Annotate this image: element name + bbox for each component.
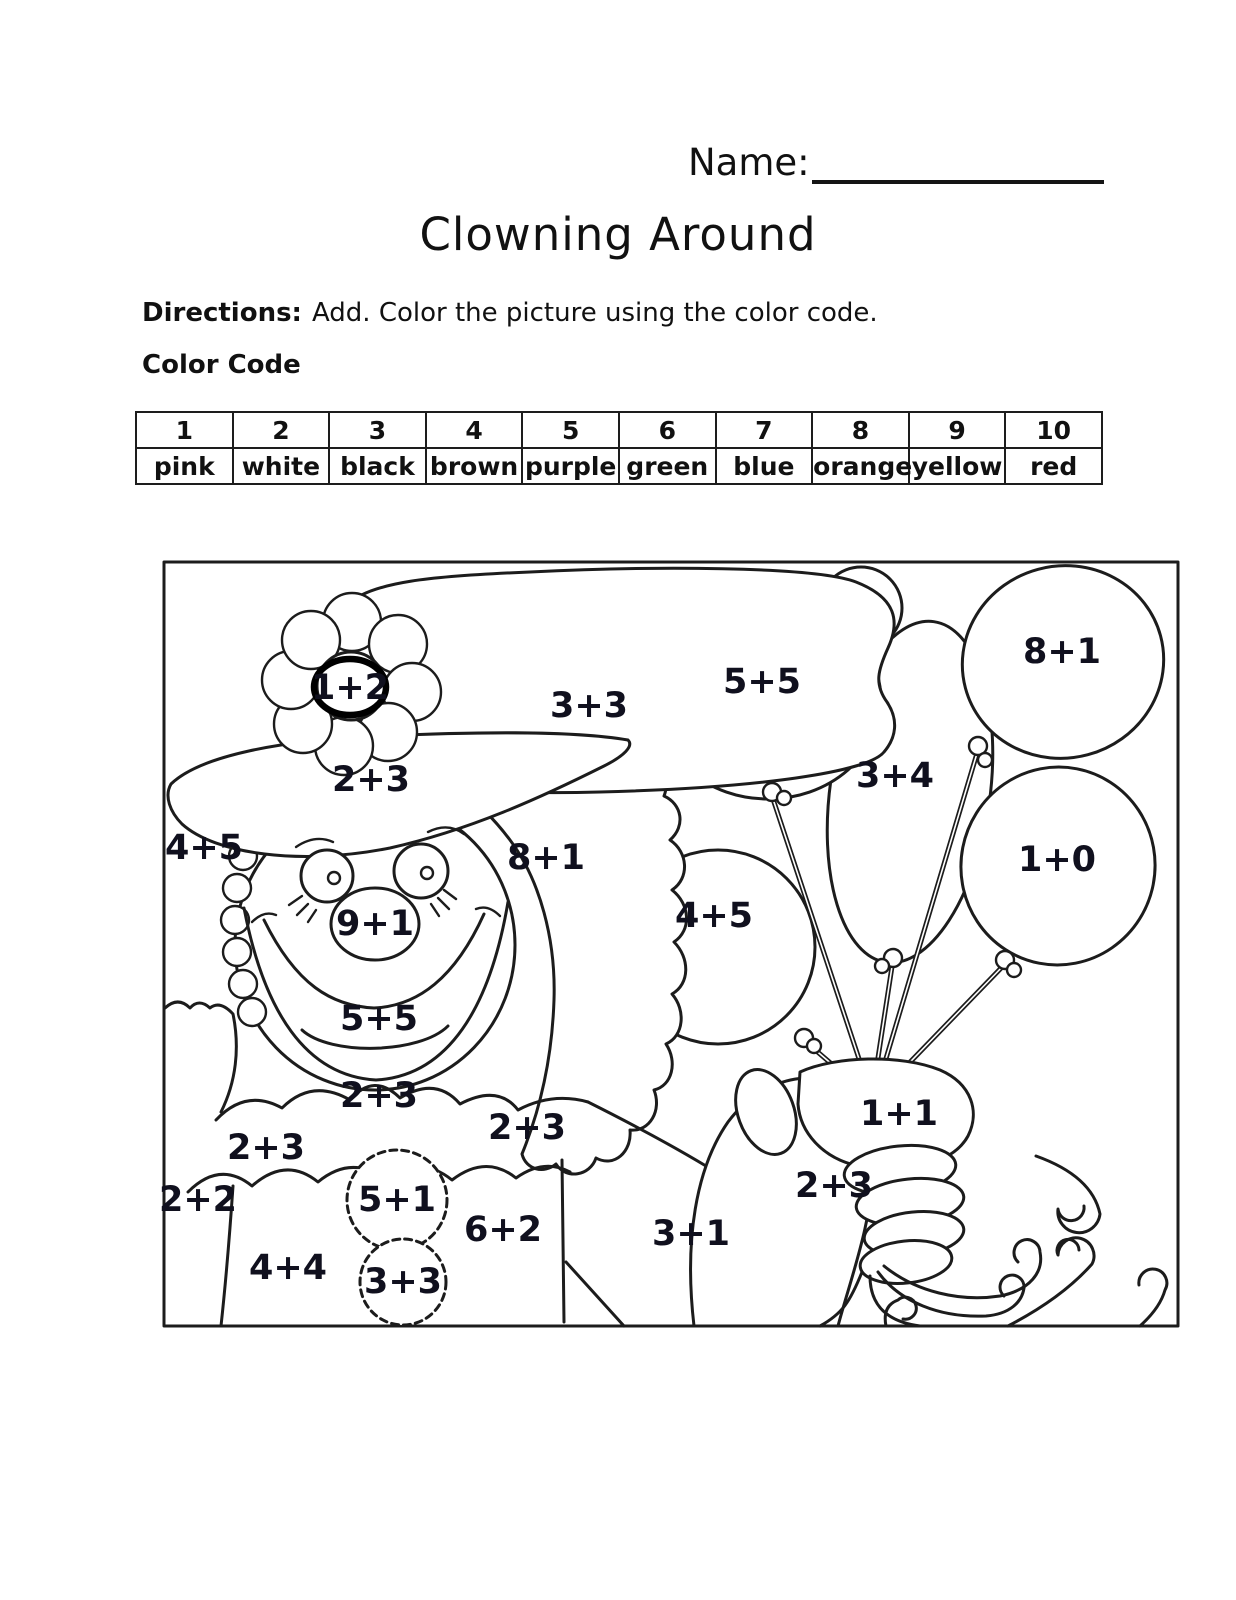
math-problem-hat-flower-center: 1+2 (310, 668, 390, 708)
body-diagonal (566, 1262, 624, 1326)
swirl-right-bottom (1139, 1269, 1167, 1326)
page-title: Clowning Around (419, 208, 817, 261)
math-problem-background-bottom-left: 2+2 (158, 1180, 238, 1220)
color-code-number-cell: 10 (1005, 412, 1102, 448)
color-code-number-cell: 7 (716, 412, 813, 448)
math-problem-nose: 9+1 (335, 904, 415, 944)
color-code-number-cell: 5 (522, 412, 619, 448)
math-problem-balloon-round: 4+5 (674, 896, 754, 936)
color-code-label: Color Code (142, 350, 301, 380)
math-problem-pompom-bottom: 3+3 (363, 1262, 443, 1302)
math-problem-body-lower-left: 4+4 (248, 1248, 328, 1288)
math-problem-collar-right: 2+3 (487, 1108, 567, 1148)
math-problem-arm: 2+3 (794, 1166, 874, 1206)
color-code-color-cell: red (1005, 448, 1102, 484)
math-problem-background-bottom-middle: 3+1 (651, 1214, 731, 1254)
color-code-number-cell: 6 (619, 412, 716, 448)
math-problem-background-left: 4+5 (164, 828, 244, 868)
color-code-color-cell: purple (522, 448, 619, 484)
left-eye (301, 850, 353, 902)
math-problem-balloon-right: 1+0 (1017, 840, 1097, 880)
color-code-number-cell: 9 (909, 412, 1006, 448)
math-problem-balloon-tall: 3+4 (855, 756, 935, 796)
swirl-right-middle (1008, 1238, 1094, 1326)
color-code-number-cell: 8 (812, 412, 909, 448)
color-code-color-cell: pink (136, 448, 233, 484)
math-problem-chin: 2+3 (339, 1076, 419, 1116)
directions-label: Directions: (142, 298, 302, 328)
color-code-color-cell: orange (812, 448, 909, 484)
body-edge-right (562, 1160, 564, 1322)
math-problem-balloon-mouse: 5+5 (722, 662, 802, 702)
math-problem-balloon-left-oval: 3+3 (549, 686, 629, 726)
color-code-color-cell: blue (716, 448, 813, 484)
math-problem-body: 6+2 (463, 1210, 543, 1250)
math-problem-collar-left: 2+3 (226, 1128, 306, 1168)
math-problem-mouth: 5+5 (339, 999, 419, 1039)
left-shoulder-line (165, 1002, 236, 1112)
color-code-number-cell: 3 (329, 412, 426, 448)
color-code-color-cell: yellow (909, 448, 1006, 484)
color-code-color-cell: white (233, 448, 330, 484)
color-code-color-cell: green (619, 448, 716, 484)
math-problem-hair-right: 8+1 (506, 838, 586, 878)
color-code-color-cell: black (329, 448, 426, 484)
color-code-number-cell: 4 (426, 412, 523, 448)
color-code-color-cell: brown (426, 448, 523, 484)
math-problem-hat-brim: 2+3 (331, 760, 411, 800)
math-problem-pompom-top: 5+1 (357, 1180, 437, 1220)
directions-text: Add. Color the picture using the color code. (311, 298, 878, 328)
color-code-number-cell: 2 (233, 412, 330, 448)
name-label: Name: (688, 141, 810, 184)
math-problem-hand: 1+1 (859, 1094, 939, 1134)
color-code-number-cell: 1 (136, 412, 233, 448)
swirl-right-top (1036, 1156, 1100, 1233)
math-problem-balloon-top-right: 8+1 (1022, 632, 1102, 672)
